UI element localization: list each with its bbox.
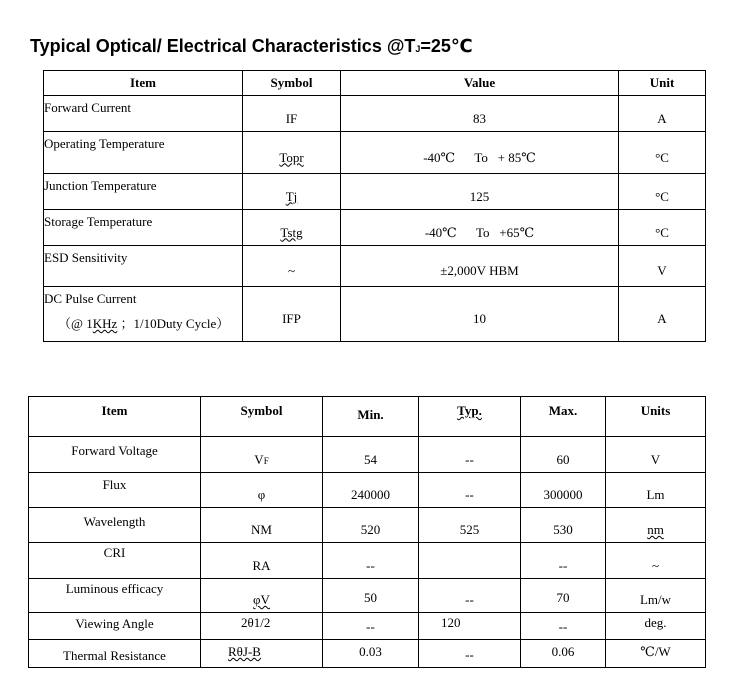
- row-item-line2: [44, 313, 242, 332]
- row-typ: --: [419, 640, 521, 668]
- symbol-text: φV: [253, 592, 270, 607]
- row-typ: --: [419, 473, 521, 508]
- table-row: [44, 287, 706, 342]
- table-row: [29, 613, 706, 640]
- table-row: [29, 473, 706, 508]
- row-item-line2-khz: KHz: [92, 316, 118, 331]
- row-unit: A: [619, 96, 706, 132]
- row-value: ±2,000V HBM: [341, 246, 619, 287]
- row-item: Forward Voltage: [29, 437, 201, 473]
- page-title: [30, 36, 473, 57]
- row-item: Wavelength: [29, 508, 201, 543]
- symbol-text: Tstg: [280, 224, 303, 240]
- title-tail: =25℃: [420, 36, 473, 56]
- row-item: Junction Temperature: [44, 174, 243, 210]
- row-unit: A: [619, 287, 706, 342]
- row-symbol: NM: [201, 508, 323, 543]
- row-unit: ℃/W: [606, 640, 706, 668]
- row-unit: deg.: [606, 613, 706, 640]
- row-value: -40℃ To + 85℃: [341, 132, 619, 174]
- row-unit: V: [619, 246, 706, 287]
- header-symbol: Symbol: [201, 397, 323, 437]
- header-item: Item: [29, 397, 201, 437]
- row-max: 60: [521, 437, 606, 473]
- header-symbol: Symbol: [243, 71, 341, 96]
- row-item: ESD Sensitivity: [44, 246, 243, 287]
- row-max: --: [521, 613, 606, 640]
- row-symbol: IFP: [243, 287, 341, 342]
- optical-characteristics-table: [28, 396, 706, 668]
- symbol-main: V: [254, 452, 264, 467]
- table-row: [44, 96, 706, 132]
- table-row: [29, 579, 706, 613]
- row-min: 54: [323, 437, 419, 473]
- header-min: Min.: [323, 397, 419, 437]
- table-row: [44, 210, 706, 246]
- header-max: Max.: [521, 397, 606, 437]
- header-typ-text: Typ.: [457, 403, 482, 418]
- row-min: 50: [323, 579, 419, 613]
- row-min: --: [323, 543, 419, 579]
- row-unit: V: [606, 437, 706, 473]
- row-item: Storage Temperature: [44, 210, 243, 246]
- row-symbol: [201, 437, 323, 473]
- header-value: Value: [341, 71, 619, 96]
- title-subscript: J: [415, 44, 421, 54]
- row-min: 0.03: [323, 640, 419, 668]
- absolute-characteristics-table: [43, 70, 706, 342]
- unit-text: nm: [647, 522, 664, 537]
- row-unit: Lm: [606, 473, 706, 508]
- row-unit: °C: [619, 210, 706, 246]
- row-typ: [419, 543, 521, 579]
- row-unit: Lm/w: [606, 579, 706, 613]
- row-unit: °C: [619, 132, 706, 174]
- row-max: 300000: [521, 473, 606, 508]
- row-item: CRI: [29, 543, 201, 579]
- row-typ: --: [419, 579, 521, 613]
- row-typ: 120: [419, 613, 521, 640]
- row-symbol: ~: [243, 246, 341, 287]
- row-typ: 525: [419, 508, 521, 543]
- row-value: 10: [341, 287, 619, 342]
- table-row: [44, 132, 706, 174]
- row-symbol: [201, 640, 323, 668]
- row-item-line2-b: ；1/10Duty Cycle）: [117, 316, 230, 331]
- table-header-row: [29, 397, 706, 437]
- row-value: 83: [341, 96, 619, 132]
- row-max: 0.06: [521, 640, 606, 668]
- header-typ: [419, 397, 521, 437]
- row-symbol: [201, 579, 323, 613]
- row-item: Flux: [29, 473, 201, 508]
- row-max: 70: [521, 579, 606, 613]
- row-symbol: [243, 174, 341, 210]
- table-row: [44, 246, 706, 287]
- row-symbol: RA: [201, 543, 323, 579]
- row-symbol: [243, 210, 341, 246]
- header-unit: Unit: [619, 71, 706, 96]
- table-row: [29, 437, 706, 473]
- symbol-subscript: F: [263, 456, 269, 466]
- symbol-text: Tj: [285, 188, 298, 204]
- row-symbol: φ: [201, 473, 323, 508]
- symbol-text: RθJ-B: [228, 644, 261, 659]
- row-symbol: 2θ1/2: [201, 613, 323, 640]
- table-row: [29, 543, 706, 579]
- table-row: [29, 508, 706, 543]
- table-row: [29, 640, 706, 668]
- row-max: 530: [521, 508, 606, 543]
- row-item: Viewing Angle: [29, 613, 201, 640]
- symbol-text: Topr: [279, 149, 304, 165]
- row-min: 520: [323, 508, 419, 543]
- row-item: Thermal Resistance: [29, 640, 201, 668]
- row-unit: ~: [606, 543, 706, 579]
- row-item-line1: DC Pulse Current: [44, 291, 137, 306]
- row-item: Forward Current: [44, 96, 243, 132]
- row-symbol: IF: [243, 96, 341, 132]
- table-row: [44, 174, 706, 210]
- table-header-row: [44, 71, 706, 96]
- row-typ: --: [419, 437, 521, 473]
- row-item-line2-a: （@ 1: [58, 316, 93, 331]
- row-max: --: [521, 543, 606, 579]
- header-units: Units: [606, 397, 706, 437]
- row-item: Operating Temperature: [44, 132, 243, 174]
- row-item: Luminous efficacy: [29, 579, 201, 613]
- title-main: Typical Optical/ Electrical Characteristics @T: [30, 36, 416, 56]
- row-item: [44, 287, 243, 342]
- row-value: 125: [341, 174, 619, 210]
- row-min: --: [323, 613, 419, 640]
- row-unit: °C: [619, 174, 706, 210]
- row-min: 240000: [323, 473, 419, 508]
- row-symbol: [243, 132, 341, 174]
- header-item: Item: [44, 71, 243, 96]
- row-unit: [606, 508, 706, 543]
- row-value: -40℃ To +65℃: [341, 210, 619, 246]
